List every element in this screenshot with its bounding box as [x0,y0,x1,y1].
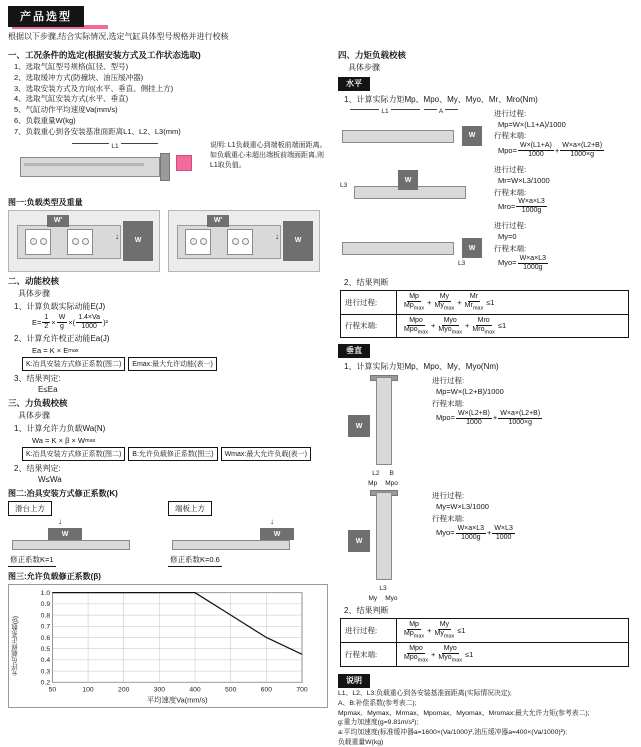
section4-v-step1: 1、计算实际力矩Mp、Mpo、My、Myo(Nm) [344,362,499,372]
mounting-label: 滑台上方 [8,501,52,516]
section3-step1: 1、计算允许力负载Wa(N) [14,424,106,434]
figure2-title: 图二:冶具安装方式修正系数(K) [8,489,118,499]
moment-formulas-mr [494,164,633,217]
mr-formula: Mr=W×L3/1000 [498,175,550,185]
load-type-panel-b [168,210,320,272]
cylinder-body [20,157,160,177]
load-block-w: W [462,126,482,146]
moment-block-mr [340,164,633,217]
mounting-panel-end-plate [168,501,318,567]
section3-step2: 2、结果判定: [14,464,61,474]
table-row [341,314,629,338]
condition-item: 7、负载重心到各安装基准面距离L1、L2、L3(mm) [14,127,181,137]
end-label: 行程末端: [432,513,465,523]
svg-text:0.4: 0.4 [40,657,51,665]
end-label: 行程末端: [494,243,527,253]
correction-factor: 修正系数K=1 [8,554,56,567]
intro-text: 根据以下步骤,结合实际情况,选定气缸具体型号规格并进行校核 [8,32,229,41]
legend-b: B:允许负载修正系数(图三) [128,447,217,461]
section4-h-step1: 1、计算实际力矩Mp、Mpo、My、Myo、Mr、Mro(Nm) [344,94,538,104]
notes-section [338,671,633,747]
mounting-drawing [168,518,318,552]
allowable-load-formula: Wa = K × β × W max [32,436,96,446]
svg-text:0.3: 0.3 [40,668,51,676]
cylinder-body [342,242,454,255]
dimension-l1: L1 [72,143,158,151]
condition-item: 5、气缸动作平均速度Va(mm/s) [14,105,118,115]
v-mp-formula: Mp=W×(L2+B)/1000 [436,387,504,397]
condition-item: 6、负载重量W(kg) [14,116,76,126]
svg-text:0.5: 0.5 [40,645,51,653]
horizontal-moment-diagram-my [340,220,488,272]
svg-text:300: 300 [153,686,166,694]
mounting-drawing [8,518,158,552]
svg-text:400: 400 [189,686,201,694]
vertical-process-criterion: $\frac{Mp}{Mp_{max}}$ + $\frac{My}{My_{max}}$ ≤1 [397,619,629,643]
moment-block-my [340,220,633,273]
correction-factor: 修正系数K=0.6 [168,554,222,567]
cylinder-body [376,377,392,465]
cylinder-note: 说明: L1负载重心到端板前端面距离。如负载重心未超出端板前端面距离,则L1取负值。 [210,141,327,169]
mounting-label: 端板上方 [168,501,212,516]
dimension-l3: L3 [340,182,348,190]
figure3-chart [23,587,311,705]
section2-result: E≤Ea [38,385,58,395]
load-block-w: W [348,415,370,437]
vertical-result-table [340,618,629,667]
left-column [8,46,328,747]
horizontal-result-table [340,290,629,339]
horizontal-process-criterion: $\frac{Mp}{Mp_{max}}$ + $\frac{My}{My_{max}}$ + $\frac{Mr}{Mr_{max}}$ ≤1 [397,290,629,314]
note-line: Mpmax、Mymax、Mrmax、Mpomax、Myomax、Mromax:最大允许力矩(参考表二); [338,709,590,717]
end-label: 行程末端: [432,398,465,408]
section1-title: 一、工况条件的选定(根据安装方式及工作状态选取) [8,49,201,60]
process-label: 进行过程: [494,165,527,175]
end-label: 行程末端: [494,187,527,197]
vertical-moment-diagram-mp [340,375,426,487]
mro-formula: Mro= $\frac{W\times a\times L3}{1000g}$ [498,198,545,215]
svg-text:500: 500 [225,686,237,694]
slide-base [172,540,290,550]
condition-list [8,62,328,138]
svg-text:200: 200 [118,686,130,694]
section2-step1: 1、计算负载实际动能E(J) [14,301,106,311]
end-label: 行程末端: [341,643,397,667]
bearing-block [25,229,51,255]
cylinder-rail [24,163,144,166]
page-header [8,6,633,29]
moment-block-v-my [340,490,633,602]
section4-h-step2: 2、结果判断 [344,277,389,287]
dimension-l1: L1 [350,109,420,117]
section3-title: 三、力负载校核 [8,398,68,409]
cylinder-end-plate [160,153,170,181]
myo-formula: Myo= $\frac{W\times a\times L3}{1000g}$ [498,254,547,271]
slide-base [12,540,130,550]
load-type-panel-a [8,210,160,272]
moment-formulas-my [494,220,633,273]
cylinder-body [376,492,392,580]
condition-item: 2、选取缓冲方式(防撞块、油压缓冲器) [14,72,144,82]
load-block-w: W [283,221,313,261]
section4-v-step2: 2、结果判断 [344,606,389,616]
mpo-formula: Mpo= $\frac{W\times(L1+A)}{1000}$ + $\frac{W\times a\times(L2+B)}{1000\times g}$ [498,142,603,159]
condition-item: 3、选取安装方式及方向(水平、垂直、侧挂上方) [14,83,174,93]
section3-steps-label: 具体步骤 [18,411,50,421]
legend-emax: Emax:最大允许动能(表一) [128,357,217,371]
load-block-w: W [260,528,294,540]
moment-formulas-v-mp [432,375,633,428]
moment-block-v-mp [340,375,633,487]
dimension-a: A [424,109,458,117]
section2-legend [22,357,328,371]
figure3-title: 图三:允许负载修正系数(β) [8,572,101,582]
process-label: 进行过程: [432,491,465,501]
legend-k: K:冶具安装方式修正系数(图二) [22,447,125,461]
chart-y-axis-label: 允许负载修正系数(β) [12,615,19,677]
section3-legend [22,447,328,461]
note-line: g:重力加速度(g=9.81m/s²); [338,719,419,727]
bearing-block [227,229,253,255]
load-block-w2: W' [207,215,229,227]
moment-formulas-v-my [432,490,633,543]
note-line: a:平均加速度(标准缓冲器a=1600×(Va/1000)²,油压缓冲器a=400×(Va/1000)²); [338,729,568,737]
table-row [341,643,629,667]
bearing-block [185,229,211,255]
end-label: 行程末端: [341,314,397,338]
horizontal-end-criterion: $\frac{\text{Mpo}}{Mpo_{max}}$ + $\frac{\text{Myo}}{Myo_{max}}$ + $\frac{\text{Mro}}{Mro_{max}}$ ≤1 [397,314,629,338]
v-my-formula: My=W×L3/1000 [436,502,489,512]
notes-badge: 说明 [338,674,370,688]
horizontal-moment-diagram-mp [340,108,488,160]
vertical-moment-diagram-my [340,490,426,602]
section4-steps-label: 具体步骤 [348,62,380,72]
moment-symbols: My Myo [368,595,398,603]
end-label: 行程末端: [494,131,527,141]
load-block-w: W [48,528,82,540]
process-label: 进行过程: [494,221,527,231]
dimension-l3: L3 [379,585,387,593]
kinetic-energy-formula: E= $\frac{1}{2}$ × $\frac{W}{g}$ ×( $\frac{1.4\times Va}{1000}$ )² [32,313,109,330]
svg-text:100: 100 [82,686,94,694]
vertical-badge: 垂直 [338,344,370,358]
dimension-l2-b: L2 B [372,470,394,478]
svg-text:50: 50 [48,686,57,694]
allowable-energy-formula: Ea = K × E max [32,346,79,356]
load-block-w: W [123,221,153,261]
table-row [341,619,629,643]
process-label: 进行过程: [341,290,397,314]
svg-text:1.0: 1.0 [40,589,51,597]
svg-text:0.7: 0.7 [40,623,51,631]
figure3-chart-frame [8,584,328,708]
section2-step3: 3、结果判定: [14,374,61,384]
table-row [341,290,629,314]
moment-block-mp [340,108,633,161]
v-mpo-formula: Mpo= $\frac{W\times(L2+B)}{1000}$ + $\frac{W\times a\times(L2+B)}{1000\times g}$ [436,409,541,426]
cylinder-figure-row [14,141,328,193]
down-arrow-icon: ↓ [58,517,62,527]
cylinder-body [342,130,454,143]
note-line: 负载重量W(kg) [338,739,384,747]
section4-title: 四、力矩负载校核 [338,49,407,60]
mounting-panel-slide-top [8,501,158,567]
down-arrow-icon: ↓ [275,231,279,241]
moment-symbols: Mp Mpo [368,480,398,488]
note-line: A、B:补偿系数(参考表二); [338,699,417,707]
process-label: 进行过程: [341,619,397,643]
workpiece-block [176,155,192,171]
legend-wmax: Wmax:最大允许负载(表一) [221,447,311,461]
svg-text:平均速度Va(mm/s): 平均速度Va(mm/s) [146,695,208,705]
page-title: 产品选型 [8,6,84,27]
svg-text:0.8: 0.8 [40,612,51,620]
svg-text:700: 700 [296,686,308,694]
svg-text:600: 600 [260,686,273,694]
bearing-block [67,229,93,255]
horizontal-badge: 水平 [338,77,370,91]
down-arrow-icon: ↓ [270,517,274,527]
section2-steps-label: 具体步骤 [18,288,50,298]
load-block-w: W [348,530,370,552]
process-label: 进行过程: [432,376,465,386]
condition-item: 4、选取气缸安装方式(水平、垂直) [14,94,129,104]
horizontal-moment-diagram-mr [340,164,488,216]
load-block-w2: W' [47,215,69,227]
figure2-panels [8,501,328,567]
note-line: L1、L2、L3:负载重心到各安装基准面距离(实际情况决定); [338,689,512,697]
v-myo-formula: Myo= $\frac{W\times a\times L3}{1000g}$ + $\frac{W\times L3}{1000}$ [436,524,513,541]
section3-result: W≤Wa [38,475,62,485]
section2-step2: 2、计算允许校正动能Ea(J) [14,334,110,344]
my-formula: My=0 [498,232,517,242]
svg-text:0.9: 0.9 [40,601,51,609]
condition-item: 1、选取气缸型号规格(缸径、型号) [14,61,129,71]
svg-text:0.6: 0.6 [40,634,51,642]
figure1-panels [8,210,328,272]
legend-k: K:冶具安装方式修正系数(图二) [22,357,125,371]
moment-formulas-mp [494,108,633,161]
section2-title: 二、动能校核 [8,275,60,286]
right-column [338,46,633,747]
mp-formula: Mp=W×(L1+A)/1000 [498,119,566,129]
process-label: 进行过程: [494,108,527,118]
load-block-w: W [398,170,418,190]
figure1-title: 图一:负载类型及重量 [8,197,83,207]
svg-text:0.2: 0.2 [40,679,51,687]
load-block-w: W [462,238,482,258]
down-arrow-icon: ↓ [115,231,119,241]
dimension-l3: L3 [458,260,466,268]
vertical-end-criterion: $\frac{\text{Mpo}}{Mpo_{max}}$ + $\frac{\text{Myo}}{Myo_{max}}$ ≤1 [397,643,629,667]
cylinder-diagram [14,141,204,193]
